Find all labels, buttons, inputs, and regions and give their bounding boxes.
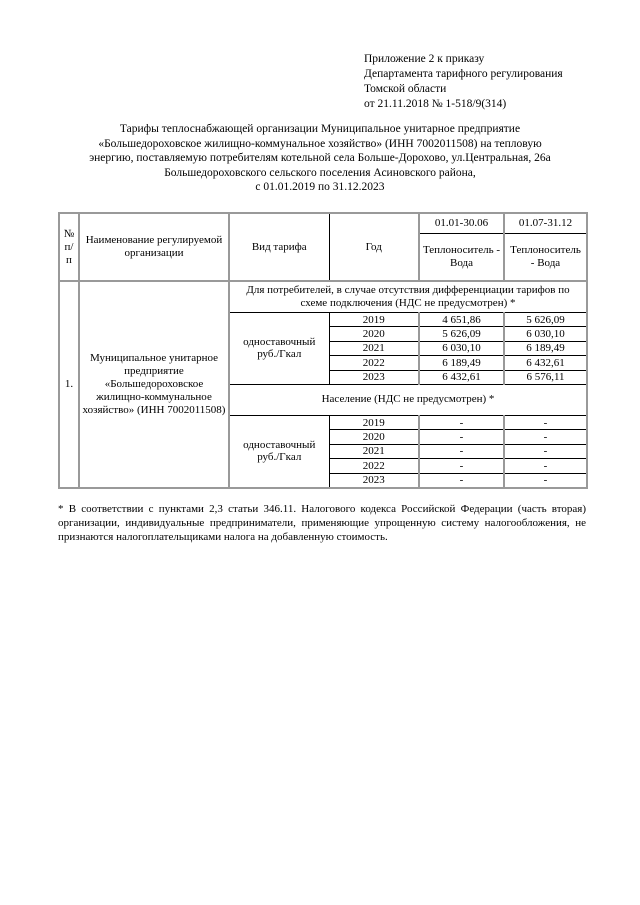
title-line: энергию, поставляемую потребителям котельной села Больше-Дорохово, ул.Центральная, 26а	[89, 152, 551, 164]
organization-name: Муниципальное унитарное предприятие «Большедороховское жилищно-коммунальное хозяйство» (ИНН 7002011508)	[79, 281, 229, 488]
appendix-line: от 21.11.2018 № 1-518/9(314)	[364, 98, 507, 110]
header-name: Наименование регулируемой организации	[79, 213, 229, 281]
appendix-header	[364, 52, 563, 112]
year-cell: 2022	[329, 356, 419, 370]
header-type: Вид тарифа	[229, 213, 329, 281]
tariff-type: одноставочный руб./Гкал	[229, 313, 329, 385]
row-number: 1.	[59, 281, 79, 488]
title-line: «Большедороховское жилищно-коммунальное хозяйство» (ИНН 7002011508) на тепловую	[98, 137, 542, 150]
header-period-1: 01.01-30.06	[419, 213, 504, 234]
value-cell-period-1: 4 651,86	[419, 313, 504, 327]
value-cell-period-2: -	[504, 444, 587, 458]
value-cell-period-1: -	[419, 415, 504, 429]
header-num: № п/ п	[59, 213, 79, 281]
appendix-line: Приложение 2 к приказу	[364, 53, 485, 65]
year-cell: 2021	[329, 444, 419, 458]
value-cell-period-2: 6 189,49	[504, 341, 587, 355]
year-cell: 2023	[329, 370, 419, 384]
value-cell-period-1: 6 189,49	[419, 356, 504, 370]
value-cell-period-2: 6 030,10	[504, 327, 587, 341]
header-period-2: 01.07-31.12	[504, 213, 587, 234]
value-cell-period-1: 6 030,10	[419, 341, 504, 355]
title-line: Тарифы теплоснабжающей организации Муниципальное унитарное предприятие	[119, 123, 521, 135]
tariff-type: одноставочный руб./Гкал	[229, 415, 329, 487]
value-cell-period-2: -	[504, 430, 587, 444]
section-title: Население (НДС не предусмотрен) *	[229, 384, 587, 415]
value-cell-period-2: -	[504, 459, 587, 473]
value-cell-period-1: 6 432,61	[419, 370, 504, 384]
appendix-line: Томской области	[364, 83, 447, 95]
value-cell-period-1: -	[419, 430, 504, 444]
header-carrier-1: Теплоноситель - Вода	[419, 234, 504, 282]
header-year: Год	[329, 213, 419, 281]
appendix-line: Департамента тарифного регулирования	[364, 68, 563, 80]
value-cell-period-2: 6 576,11	[504, 370, 587, 384]
tariff-table	[58, 212, 588, 489]
title-line: Большедороховского сельского поселения Асиновского района,	[164, 166, 476, 179]
header-carrier-2: Теплоноситель - Вода	[504, 234, 587, 282]
year-cell: 2023	[329, 473, 419, 488]
year-cell: 2022	[329, 459, 419, 473]
value-cell-period-2: 6 432,61	[504, 356, 587, 370]
year-cell: 2019	[329, 313, 419, 327]
title-line: с 01.01.2019 по 31.12.2023	[255, 181, 385, 193]
value-cell-period-1: -	[419, 459, 504, 473]
section-title: Для потребителей, в случае отсутствия дифференциации тарифов по схеме подключения (НДС не предусмотрен) *	[229, 281, 587, 313]
document-title	[30, 122, 610, 195]
year-cell: 2020	[329, 327, 419, 341]
value-cell-period-1: 5 626,09	[419, 327, 504, 341]
year-cell: 2019	[329, 415, 419, 429]
footnote: * В соответствии с пунктами 2,3 статьи 346.11. Налогового кодекса Российской Федерации (часть вторая) организации, индивидуальные предприниматели, применяющие упрощенную систему налогообложения, не признаются налогоплательщиками налога на добавленную стоимость.	[58, 503, 586, 543]
year-cell: 2020	[329, 430, 419, 444]
value-cell-period-2: -	[504, 473, 587, 488]
value-cell-period-2: 5 626,09	[504, 313, 587, 327]
year-cell: 2021	[329, 341, 419, 355]
value-cell-period-1: -	[419, 473, 504, 488]
value-cell-period-2: -	[504, 415, 587, 429]
value-cell-period-1: -	[419, 444, 504, 458]
